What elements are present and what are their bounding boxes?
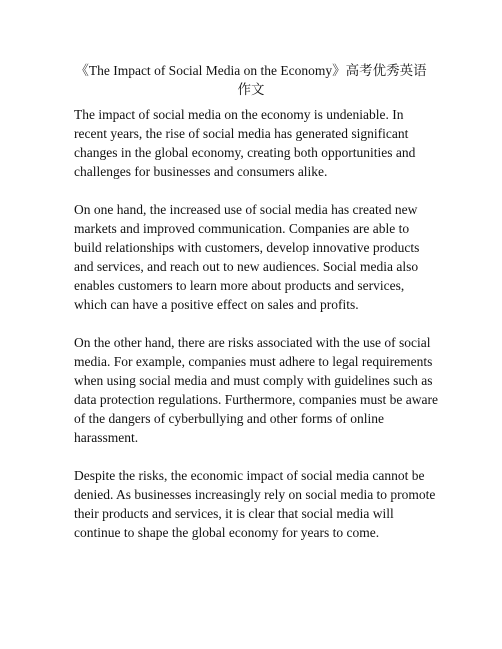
text-line: and services, and reach out to new audiences. Social media also — [74, 259, 419, 274]
text-line: their products and services, it is clear that social media will — [74, 506, 394, 521]
text-line: changes in the global economy, creating both opportunities and — [74, 145, 416, 160]
text-line: when using social media and must comply with guidelines such as — [74, 373, 433, 388]
text-line: enables customers to learn more about products and services, — [74, 278, 405, 293]
text-line: denied. As businesses increasingly rely on social media to promote — [74, 487, 436, 502]
text-line: of the dangers of cyberbullying and other forms of online — [74, 411, 385, 426]
text-line: continue to shape the global economy for years to come. — [74, 525, 380, 540]
text-line: The impact of social media on the economy is undeniable. In — [74, 107, 404, 122]
paragraph-4 — [74, 466, 436, 542]
text-line: harassment. — [74, 430, 139, 445]
text-line: On the other hand, there are risks associated with the use of social — [74, 335, 431, 350]
title-line: 作文 — [237, 82, 265, 97]
paragraph-1 — [74, 105, 430, 181]
text-line: data protection regulations. Furthermore, companies must be aware — [74, 392, 439, 407]
text-line: challenges for businesses and consumers alike. — [74, 164, 328, 179]
text-line: On one hand, the increased use of social media has created new — [74, 202, 418, 217]
text-line: markets and improved communication. Companies are able to — [74, 221, 410, 236]
text-line: build relationships with customers, develop innovative products — [74, 240, 420, 255]
text-line: media. For example, companies must adhere to legal requirements — [74, 354, 433, 369]
document-body — [74, 105, 439, 561]
text-line: which can have a positive effect on sales and profits. — [74, 297, 359, 312]
text-line: Despite the risks, the economic impact of social media cannot be — [74, 468, 425, 483]
paragraph-3 — [74, 333, 439, 447]
text-line: recent years, the rise of social media has generated significant — [74, 126, 409, 141]
title-line: 《The Impact of Social Media on the Economy》高考优秀英语 — [75, 63, 427, 78]
paragraph-2 — [74, 200, 430, 314]
document-title — [74, 61, 428, 99]
